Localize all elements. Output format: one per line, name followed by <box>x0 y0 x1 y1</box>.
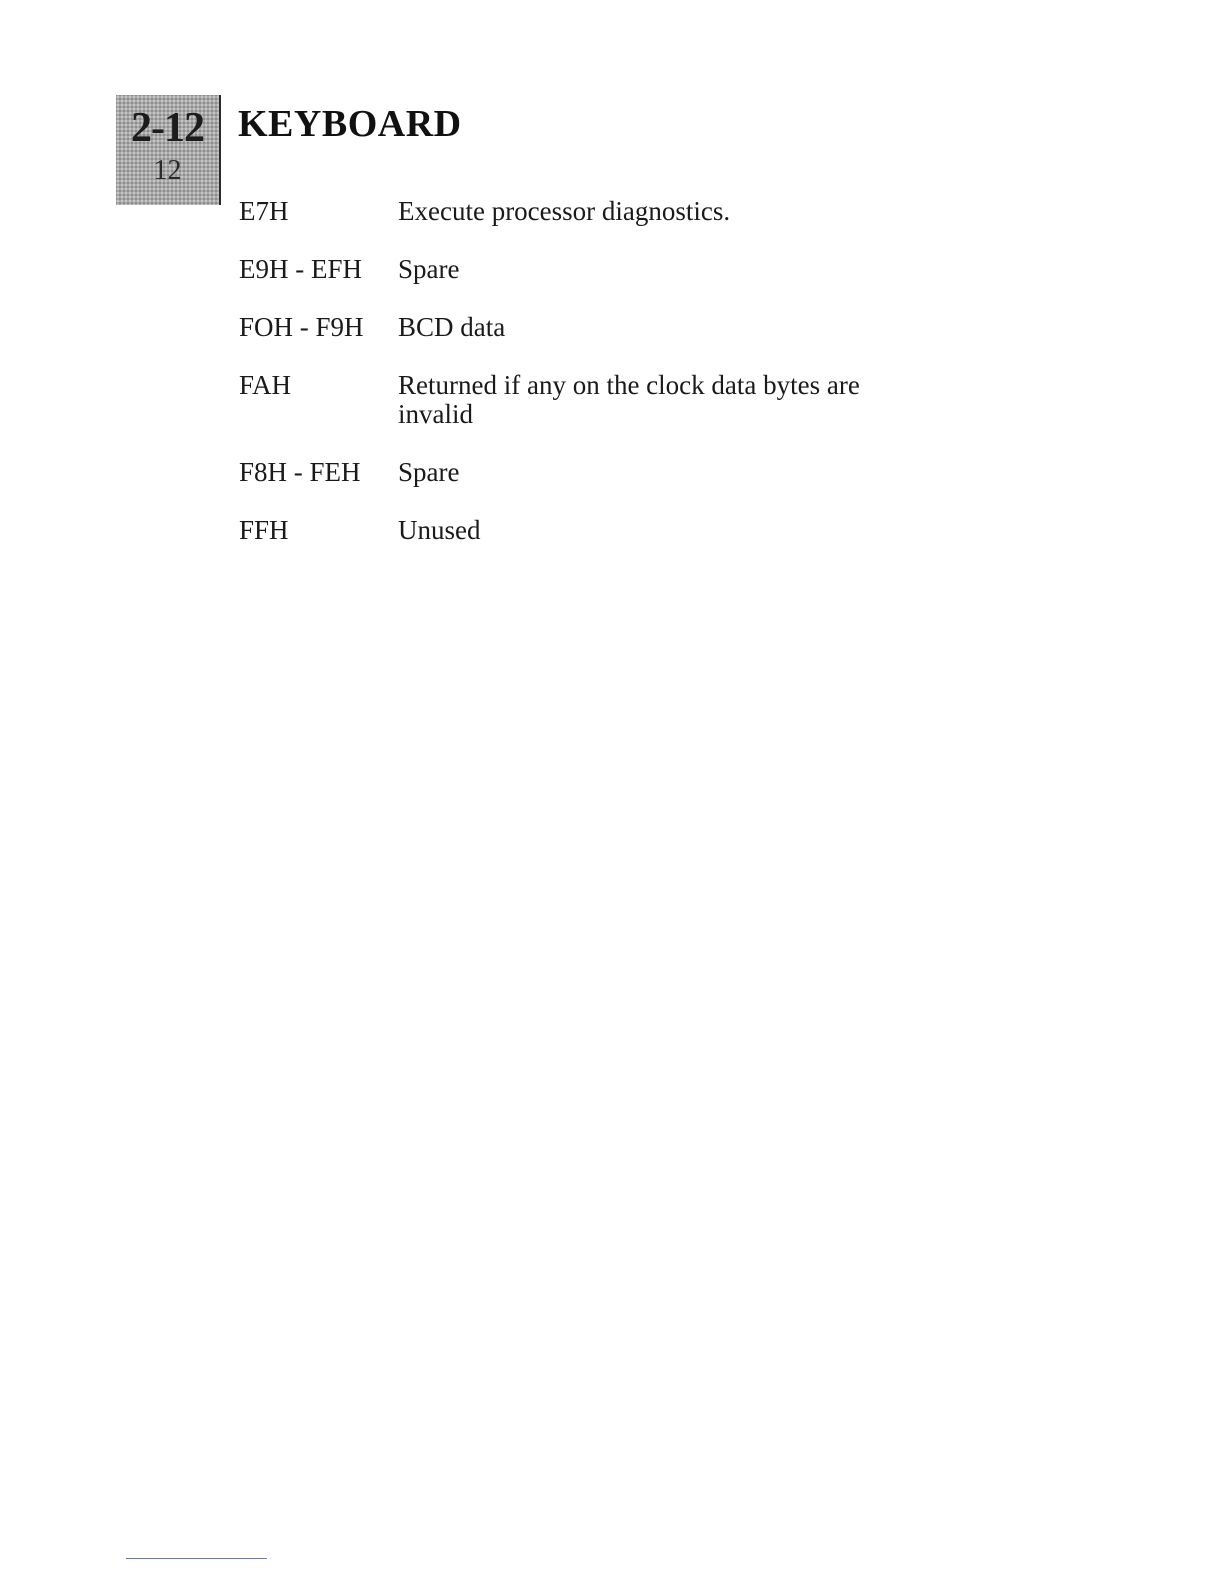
code-cell: FFH <box>239 515 289 545</box>
description-cell: Execute processor diagnostics. <box>398 196 731 226</box>
page-number-tab <box>116 95 221 205</box>
chapter-number: 12 <box>153 155 182 186</box>
description-cell: BCD data <box>398 312 506 342</box>
code-cell: F8H - FEH <box>239 457 361 487</box>
table-row <box>239 313 959 342</box>
description-cell: Spare <box>398 254 460 284</box>
table-row <box>239 516 959 545</box>
table-row <box>239 458 959 487</box>
section-title: KEYBOARD <box>238 103 462 145</box>
table-row <box>239 255 959 284</box>
page-number: 2-12 <box>131 105 204 151</box>
table-row <box>239 371 959 429</box>
code-cell: FAH <box>239 370 292 400</box>
description-cell: Unused <box>398 515 481 545</box>
description-cell: Spare <box>398 457 460 487</box>
footer-rule <box>126 1558 267 1559</box>
table-row <box>239 197 959 226</box>
code-cell: E9H - EFH <box>239 254 362 284</box>
description-cell: Returned if any on the clock data bytes are invalid <box>398 370 860 429</box>
code-table <box>239 197 959 574</box>
code-cell: E7H <box>239 196 289 226</box>
code-cell: FOH - F9H <box>239 312 364 342</box>
